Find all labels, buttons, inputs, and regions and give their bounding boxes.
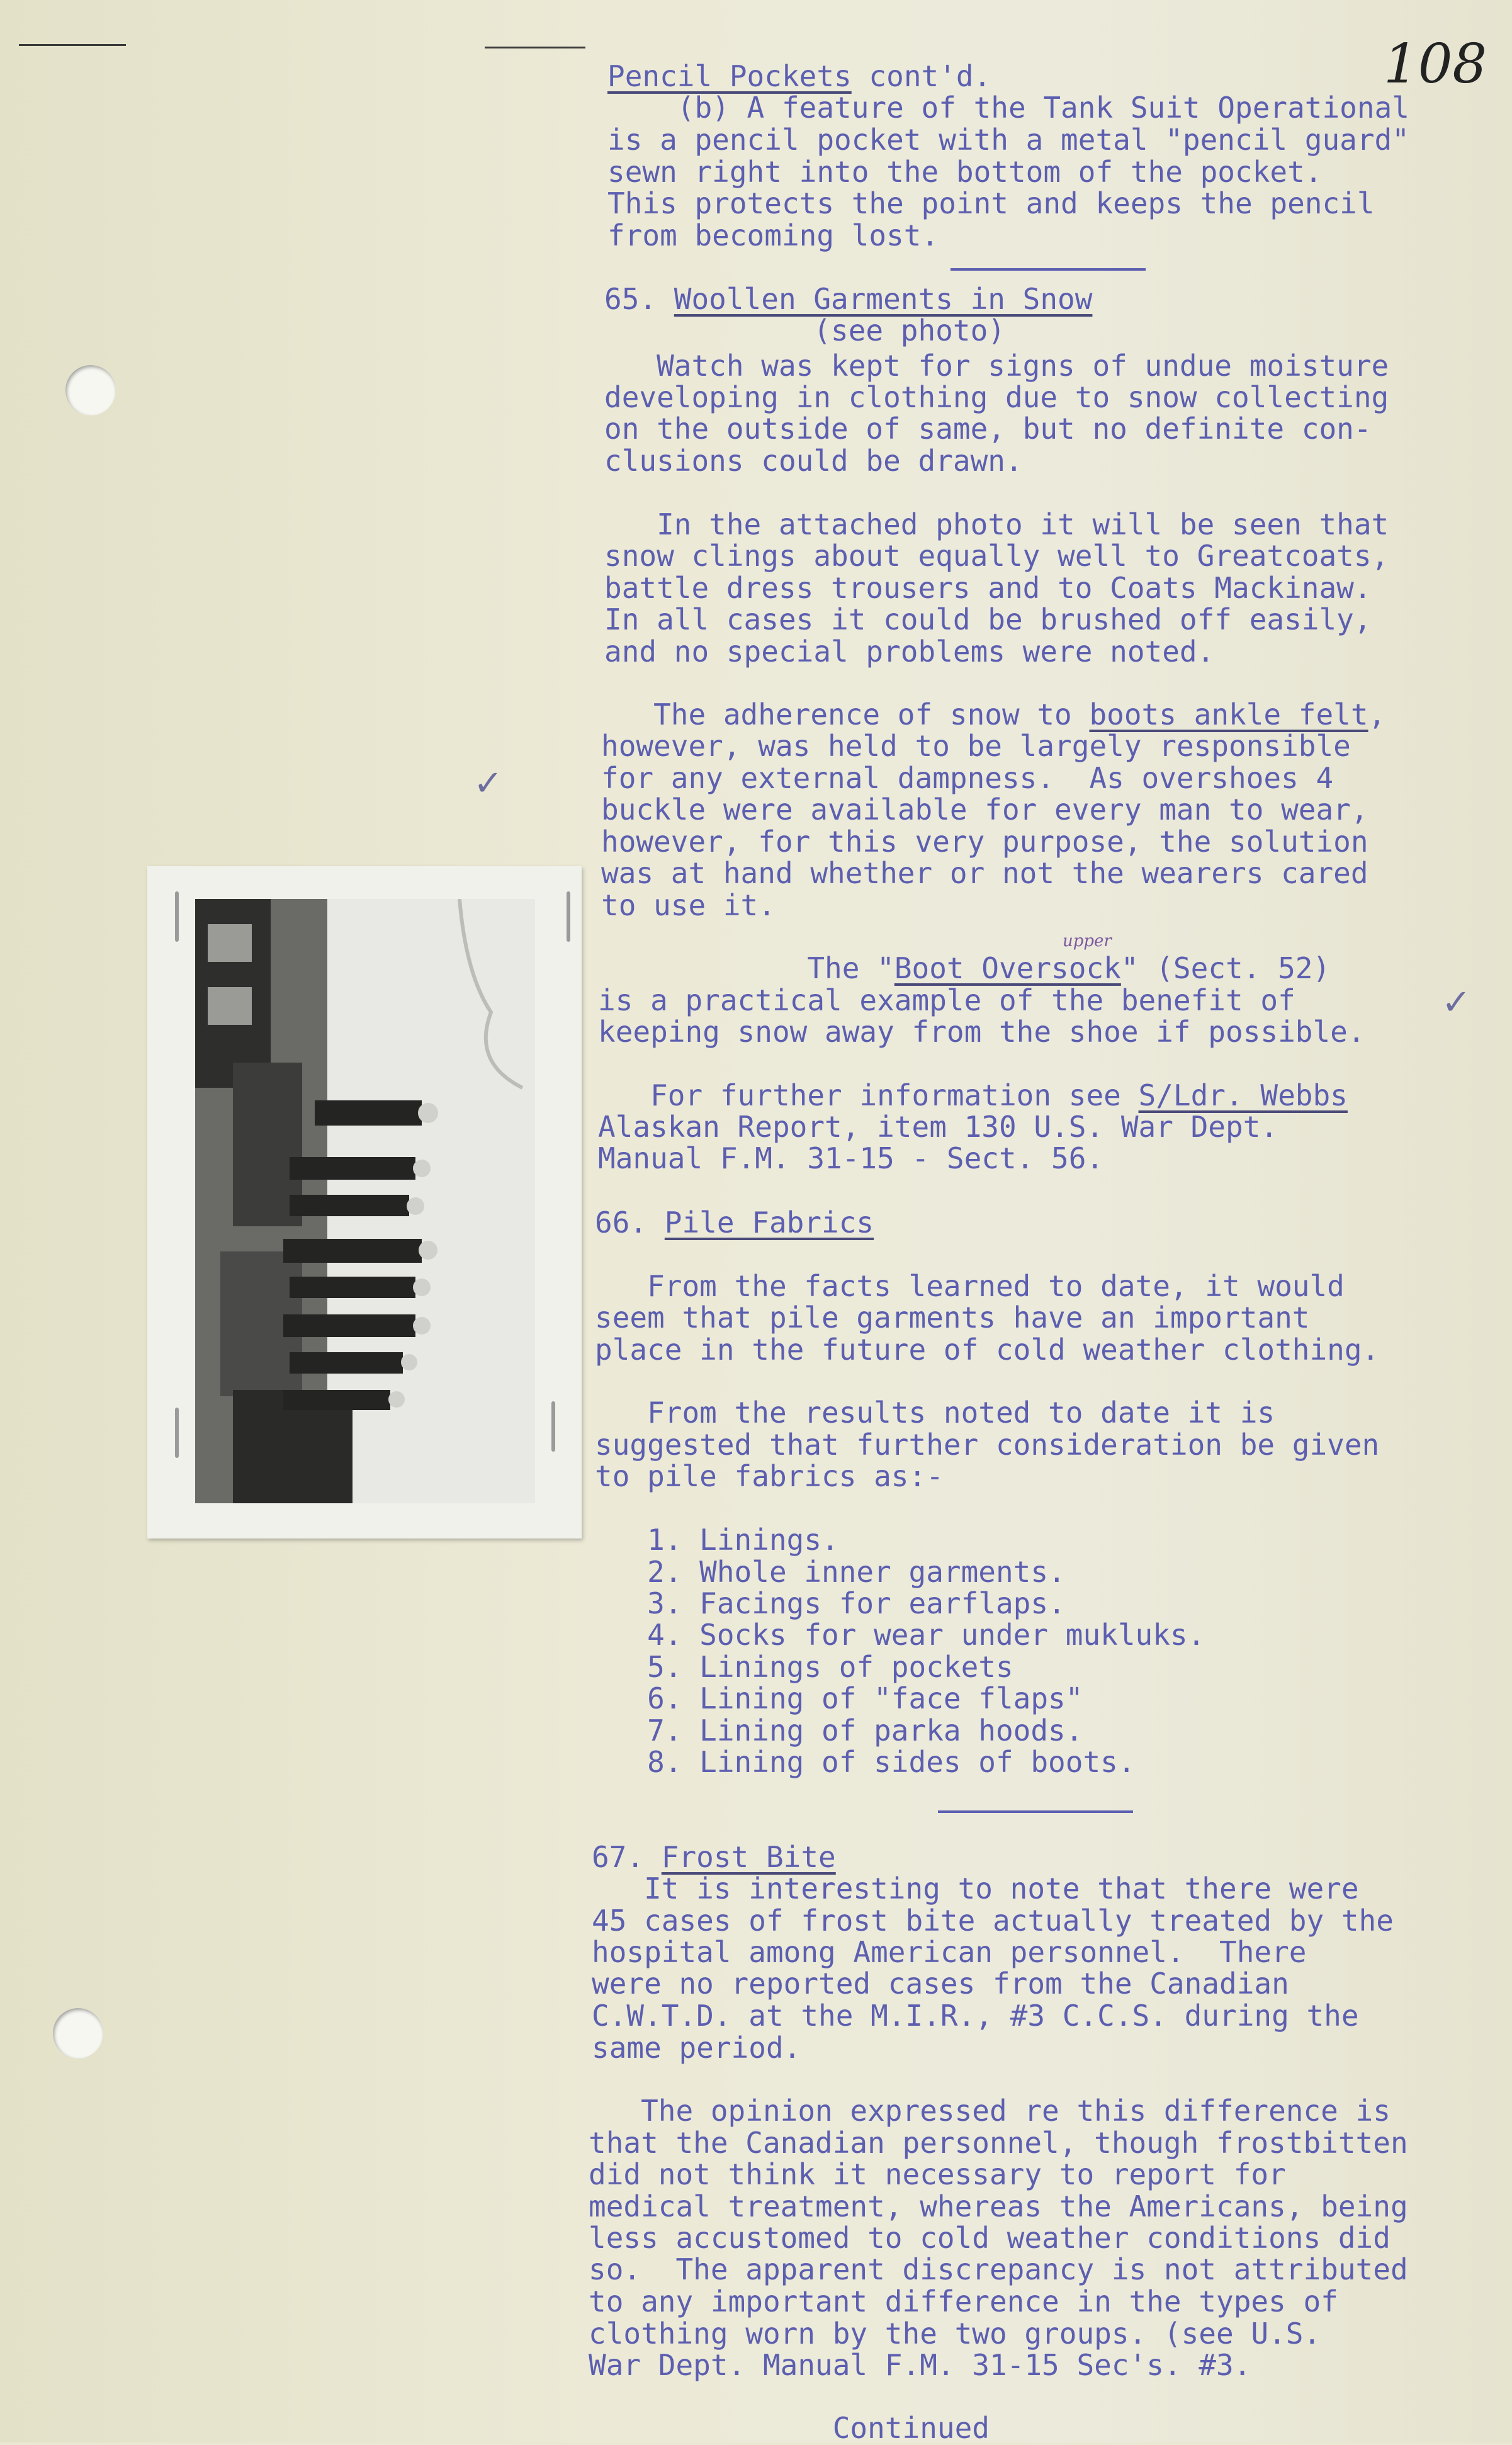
underlined-phrase: S/Ldr. Webbs — [1138, 1078, 1348, 1112]
check-mark-2: ✓ — [1441, 982, 1471, 1023]
text-line: clusions could be drawn. — [604, 444, 1023, 478]
text-line: In all cases it could be brushed off easily, — [604, 602, 1372, 636]
text-line: (see photo) — [604, 313, 1005, 347]
section-divider-65 — [951, 268, 1146, 271]
text-line: snow clings about equally well to Greatcoats, — [604, 539, 1389, 573]
punch-hole-top — [65, 365, 116, 415]
text-line: sewn right into the bottom of the pocket. — [607, 155, 1323, 189]
handwritten-annotation: upper — [1063, 932, 1112, 951]
text-line: to pile fabrics as:- — [595, 1459, 944, 1493]
underlined-phrase: Pencil Pockets — [607, 59, 852, 93]
text-line: on the outside of same, but no definite con- — [604, 412, 1372, 446]
staple-top-left — [175, 891, 179, 942]
text-line: The opinion expressed re this difference is — [589, 2094, 1391, 2128]
attached-photo — [147, 866, 582, 1539]
text-line: Manual F.M. 31-15 - Sect. 56. — [598, 1141, 1104, 1175]
text-line: suggested that further consideration be given — [595, 1428, 1380, 1462]
text-line: Continued — [589, 2411, 990, 2445]
text-line: developing in clothing due to snow collecting — [604, 380, 1389, 414]
staple-bottom-right — [551, 1401, 555, 1452]
underlined-phrase: boots ankle felt — [1089, 697, 1368, 731]
punch-hole-bottom — [53, 2008, 103, 2058]
text-line: The adherence of snow to boots ankle felt, — [601, 697, 1386, 731]
text-line: battle dress trousers and to Coats Mackinaw. — [604, 571, 1372, 605]
underlined-phrase: Woollen Garments in Snow — [674, 282, 1093, 316]
text-line: clothing worn by the two groups. (see U.S. — [589, 2317, 1321, 2351]
text-line: (b) A feature of the Tank Suit Operational — [607, 91, 1409, 125]
underlined-phrase: Pile Fabrics — [664, 1206, 874, 1239]
text-line: were no reported cases from the Canadian — [592, 1967, 1289, 2001]
text-line: buckle were available for every man to wear, — [601, 793, 1368, 827]
text-line: place in the future of cold weather clothing. — [595, 1333, 1380, 1367]
text-line: same period. — [592, 2031, 801, 2065]
staple-top-right — [567, 891, 570, 942]
text-line: Alaskan Report, item 130 U.S. War Dept. — [598, 1110, 1278, 1144]
text-line: and no special problems were noted. — [604, 635, 1215, 669]
text-line: From the results noted to date it is — [595, 1396, 1275, 1430]
text-line: 7. Lining of parka hoods. — [595, 1714, 1083, 1748]
text-line: that the Canadian personnel, though frostbitten — [589, 2126, 1408, 2160]
text-line: 1. Linings. — [595, 1523, 839, 1557]
text-line: however, for this very purpose, the solution — [601, 825, 1368, 859]
top-edge-mark-right — [485, 47, 585, 48]
photo-snow-soldiers — [195, 899, 535, 1503]
section-divider-67 — [938, 1810, 1133, 1813]
text-line: is a practical example of the benefit of — [598, 983, 1295, 1017]
text-line: 5. Linings of pockets — [595, 1650, 1013, 1684]
text-line: 66. Pile Fabrics — [595, 1206, 874, 1239]
text-line: 6. Lining of "face flaps" — [595, 1681, 1083, 1715]
text-line: seem that pile garments have an important — [595, 1301, 1310, 1335]
text-line: It is interesting to note that there were — [592, 1872, 1359, 1906]
text-line: hospital among American personnel. There — [592, 1935, 1307, 1969]
underlined-phrase: Boot Oversock — [894, 951, 1121, 985]
text-line: 3. Facings for earflaps. — [595, 1586, 1066, 1620]
text-line: 65. Woollen Garments in Snow — [604, 282, 1093, 316]
text-line: however, was held to be largely responsible — [601, 729, 1351, 763]
text-line: was at hand whether or not the wearers cared — [601, 856, 1368, 890]
text-line: from becoming lost. — [607, 218, 939, 252]
text-line: to any important difference in the types of — [589, 2284, 1338, 2318]
underlined-phrase: Frost Bite — [661, 1840, 836, 1874]
text-line: 8. Lining of sides of boots. — [595, 1745, 1136, 1779]
text-line: In the attached photo it will be seen that — [604, 507, 1389, 541]
text-line: less accustomed to cold weather conditions did — [589, 2221, 1391, 2255]
text-line: so. The apparent discrepancy is not attributed — [589, 2252, 1408, 2286]
text-line: War Dept. Manual F.M. 31-15 Sec's. #3. — [589, 2348, 1251, 2382]
top-edge-mark-left — [19, 44, 126, 46]
text-line: From the facts learned to date, it would — [595, 1269, 1345, 1303]
text-line: C.W.T.D. at the M.I.R., #3 C.C.S. during the — [592, 1999, 1359, 2033]
photo-image — [195, 899, 535, 1503]
page-number: 108 — [1384, 33, 1487, 96]
text-line: 4. Socks for wear under mukluks. — [595, 1618, 1205, 1652]
text-line: to use it. — [601, 888, 776, 922]
text-line: for any external dampness. As overshoes 4 — [601, 761, 1334, 795]
text-line: For further information see S/Ldr. Webbs — [598, 1078, 1348, 1112]
text-line: did not think it necessary to report for — [589, 2157, 1286, 2191]
text-line: 67. Frost Bite — [592, 1840, 836, 1874]
text-line: 45 cases of frost bite actually treated by the — [592, 1904, 1394, 1938]
text-line: keeping snow away from the shoe if possible. — [598, 1015, 1365, 1049]
text-line: medical treatment, whereas the Americans, being — [589, 2189, 1408, 2223]
text-line: The "Boot Oversock" (Sect. 52) — [598, 951, 1331, 985]
staple-bottom-left — [175, 1408, 179, 1458]
text-line: Pencil Pockets cont'd. — [607, 59, 991, 93]
text-line: 2. Whole inner garments. — [595, 1555, 1066, 1589]
text-line: This protects the point and keeps the pencil — [607, 186, 1375, 220]
text-line: is a pencil pocket with a metal "pencil guard" — [607, 123, 1409, 157]
text-line: Watch was kept for signs of undue moisture — [604, 349, 1389, 383]
check-mark-1: ✓ — [473, 763, 503, 804]
